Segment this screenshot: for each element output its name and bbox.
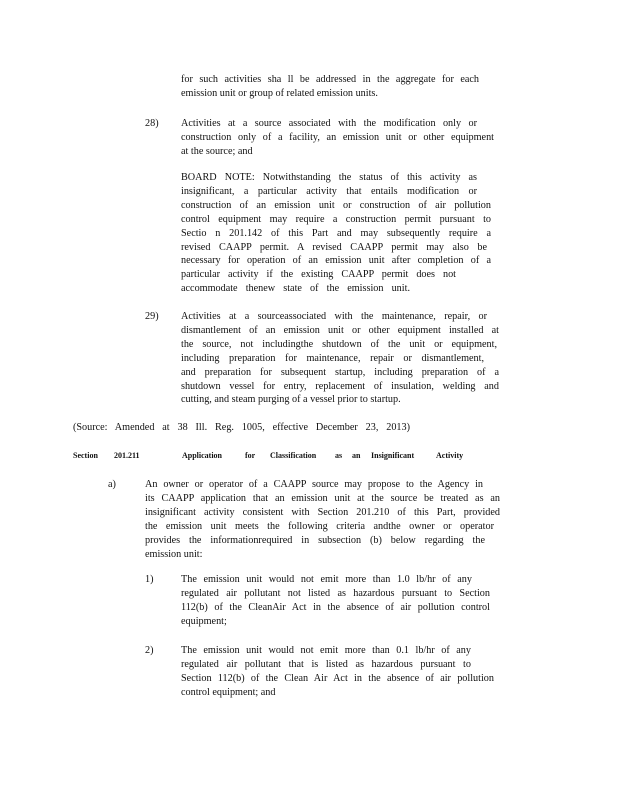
source-note: (Source: Amended at 38 Ill. Reg. 1005, effective December 23, 2013) (73, 422, 410, 433)
board-note (181, 171, 491, 296)
item-2-text (181, 644, 494, 700)
text-line: insignificant, a particular activity that entails modification or (181, 185, 477, 197)
section-title-word: Activity (436, 451, 464, 460)
text-line: at the source; and (181, 145, 253, 157)
text-line: Sectio n 201.142 of this Part and may subsequently require a (181, 227, 491, 239)
section-number: 201.211 (114, 451, 140, 460)
item-1-text (181, 573, 490, 629)
text-line: regulated air pollutant that is listed as hazardous pursuant to (181, 658, 471, 670)
section-title-word: Insignificant (371, 451, 415, 460)
text-line: construction of an emission unit or construction of air pollution (181, 199, 491, 211)
text-line: shutdown vessel for entry, replacement of insulation, welding and (181, 380, 499, 392)
item-28-text (181, 117, 494, 159)
text-line: and preparation for subsequent startup, including preparation of a (181, 366, 499, 378)
text-line: its CAAPP application that an emission unit at the source be treated as an (145, 492, 500, 504)
text-line: insignificant activity consistent with Section 201.210 of this Part, provided (145, 506, 500, 518)
section-heading (73, 449, 473, 463)
text-line: The emission unit would not emit more than 1.0 lb/hr of any (181, 574, 472, 585)
item-1-label: 1) (145, 574, 154, 585)
subsection-a-label: a) (108, 479, 116, 490)
text-line: regulated air pollutant not listed as hazardous pursuant to Section (181, 587, 490, 599)
item-29-text (181, 310, 499, 407)
section-title-word: Classification (270, 451, 317, 460)
section-title-word: Application (182, 451, 223, 460)
text-line: Activities at a source associated with the modification only or (181, 118, 477, 129)
text-line: BOARD NOTE: Notwithstanding the status of this activity as (181, 172, 477, 183)
continued-paragraph (181, 73, 479, 101)
section-title-word: an (352, 451, 361, 460)
text-line: emission unit or group of related emission units. (181, 87, 378, 99)
text-line: the emission unit meets the following criteria andthe owner or operator (145, 520, 494, 532)
text-line: accommodate thenew state of the emission unit. (181, 283, 410, 295)
text-line: for such activities sha ll be addressed in the aggregate for each (181, 74, 479, 85)
text-line: necessary for operation of an emission unit after completion of a (181, 255, 491, 267)
text-line: construction only of a facility, an emission unit or other equipment (181, 131, 494, 143)
text-line: the source, not includingthe shutdown of the unit or equipment, (181, 338, 497, 350)
section-title-word: for (245, 451, 256, 460)
text-line: 112(b) of the CleanAir Act in the absence of air pollution control (181, 601, 490, 613)
text-line: provides the informationrequired in subsection (b) below regarding the (145, 534, 485, 546)
subsection-a-text (145, 478, 500, 561)
section-label: Section (73, 451, 98, 460)
text-line: cutting, and steam purging of a vessel prior to startup. (181, 394, 401, 406)
text-line: Activities at a sourceassociated with the maintenance, repair, or (181, 311, 487, 322)
text-line: revised CAAPP permit. A revised CAAPP permit may also be (181, 241, 487, 253)
item-2-label: 2) (145, 645, 154, 656)
text-line: particular activity if the existing CAAPP permit does not (181, 269, 456, 281)
text-line: dismantlement of an emission unit or other equipment installed at (181, 324, 499, 336)
section-title-word: as (335, 451, 343, 460)
text-line: control equipment may require a construction permit pursuant to (181, 213, 491, 225)
text-line: including preparation for maintenance, repair or dismantlement, (181, 352, 484, 364)
text-line: Section 112(b) of the Clean Air Act in the absence of air pollution (181, 672, 494, 684)
text-line: emission unit: (145, 548, 203, 560)
item-29-number: 29) (145, 311, 159, 322)
text-line: equipment; (181, 615, 227, 627)
text-line: The emission unit would not emit more than 0.1 lb/hr of any (181, 645, 471, 656)
text-line: An owner or operator of a CAAPP source may propose to the Agency in (145, 479, 483, 490)
text-line: control equipment; and (181, 686, 276, 698)
item-28-number: 28) (145, 118, 159, 129)
